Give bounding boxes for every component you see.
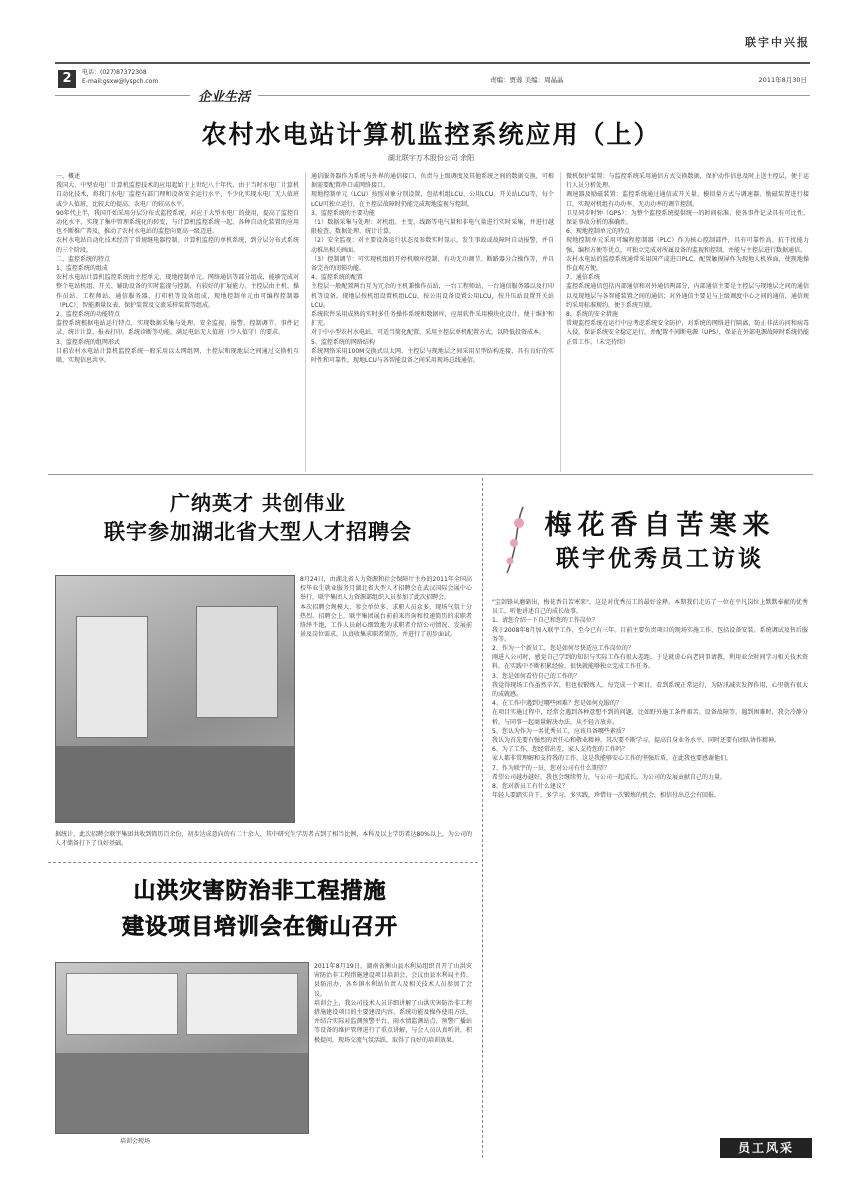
article1-bottom-rule <box>48 474 813 475</box>
recruitment-fair-photo <box>55 575 295 823</box>
training-meeting-photo <box>55 962 309 1134</box>
article3-body: 2011年8月19日，湖南省衡山县水利局组织召开了山洪灾害防治非工程措施建设项目培训会，会议由县水利局主持，县防汛办、各乡镇水利站负责人及相关技术人员参加了会议。 培训会上，我公司技术人员详细讲解了山洪灾害防治非工程措施建设项目的主要建设内容、系统功能及操作使用方法，并结合实际对监测预警平台、雨水情监测站点、预警广播站等设备的维护管理进行了重点讲解，与会人员认真听讲，积极提问，现场交流气氛活跃，取得了良好的培训效果。 <box>314 963 472 1044</box>
contact-info: 电话：(027)87372308 E-mail:gsxw@lyspch.com <box>82 69 159 85</box>
page-dashed-divider <box>482 478 483 1158</box>
article2-body-bottom: 据统计，此次招聘会联宇集团共收到简历百余份，初步达成意向的有二十余人，其中研究生学历者占到了相当比例，本科及以上学历者达80%以上，为公司的人才储备打下了良好基础。 <box>55 831 472 848</box>
column-divider <box>305 172 306 472</box>
article1-column-3: 微机保护装置：与监控系统采用通信方式交换数据，保护动作信息及时上送主控层，便于运行人员分析处理。 调速器及励磁装置：监控系统通过通信或开关量、模拟量方式与调速器、励磁装置进行接口，实现对机组有功功率、无功功率的调节控制。 卫星同步时钟（GPS）：为整个监控系统提供统一的时间标准，使各事件记录具有可比性，保证事故分析的准确性。 6、现地控制单元的特点 现地控制单元采用可编程控制器（PLC）作为核心控制部件，具有可靠性高、抗干扰能力强、编程方便等优点，可独立完成对所属设备的监视和控制，并能与主控层进行数据通信。 农村水电站的监控系统通常采用国产或进口PLC，配置触摸屏作为现地人机界面，使现地操作直观方便。 7、通信系统 监控系统通信包括内部通信和对外通信两部分，内部通信主要是主控层与现地层之间的通信以及现地层与各智能装置之间的通信；对外通信主要是与上级调度中心之间的通信，通信规约采用标准规约，便于系统互联。 8、系统的安全措施 常规监控系统在运行中应考虑系统安全防护，对系统的网络进行隔离，防止非法访问和病毒入侵，保证系统安全稳定运行，并配置不间断电源（UPS），保证在外部电源故障时系统仍能正常工作。（未完待续） <box>566 173 809 346</box>
article4-headline-line1: 梅花香自苦寒来 <box>544 510 776 541</box>
column-divider <box>560 172 561 472</box>
article2-body-right: 8月24日，由湖北省人力资源和社会保障厅主办的2011年全国高校毕业生就业服务月湖北省大型人才招聘会在武汉国际会展中心举行，联宇集团人力资源部组织人员参加了此次招聘会。 本次招聘会规模大、参会单位多、求职人员众多，现场气氛十分热烈。招聘会上，联宇集团展台前前来咨询和投递简历的求职者络绎不绝，工作人员耐心细致地为求职者介绍公司情况、发展前景及岗位需求，认真收集求职者简历，并进行了初步面试。 <box>300 576 472 639</box>
editors-line: 责编：贾蓉 美编：周晶晶 <box>490 76 564 84</box>
article1-headline: 农村水电站计算机监控系统应用（上） <box>201 120 661 149</box>
masthead: 联宇中兴报 <box>745 36 810 49</box>
article3-headline-line1: 山洪灾害防治非工程措施 <box>133 879 387 904</box>
section-footer-tag: 员工风采 <box>720 1138 812 1158</box>
article2-headline-line1: 广纳英才 共创伟业 <box>170 491 346 515</box>
article4-body: "宝剑锋从磨砺出，梅花香自苦寒来"，这是对优秀员工的最好诠释。本期我们走访了一位在平凡岗位上默默奉献的优秀员工，听他讲述自己的成长故事。 1、请您介绍一下自己和您的工作岗位？ 我于2008年8月加入联宇工作，至今已有三年。目前主要负责项目的现场实施工作，包括设备安装、系统调试及售后服务等。 2、作为一个新员工，您是如何尽快适应工作岗位的？ 刚进入公司时，感觉自己学到的知识与实际工作有很大差距，于是就虚心向老同事请教，利用业余时间学习相关技术资料，在实践中不断积累经验，很快就能够独立完成工作任务。 3、您是如何看待自己的工作的？ 我觉得现场工作虽然辛苦，但也很锻炼人。每完成一个项目，看到系统正常运行，为防汛减灾发挥作用，心里就有很大的成就感。 4、在工作中遇到过哪些困难？您是如何克服的？ 在项目实施过程中，经常会遇到各种意想不到的问题，比如野外施工条件艰苦、设备故障等。遇到困难时，我会冷静分析，与同事一起商量解决办法，从不轻言放弃。 5、您认为作为一名优秀员工，应该具备哪些素质？ 我认为首先要有强烈的责任心和敬业精神，其次要不断学习，提高自身业务水平，同时还要有团队协作精神。 6、为了工作，您经常出差，家人支持您的工作吗？ 家人都非常理解和支持我的工作，这是我能够安心工作的坚强后盾，在此我也要感谢他们。 7、作为联宇的一员，您对公司有什么期望？ 希望公司越办越好，我也会继续努力，与公司一起成长，为公司的发展贡献自己的力量。 8、您对新员工有什么建议？ 年轻人要踏实肯干，多学习，多实践，珍惜每一次锻炼的机会，相信付出总会有回报。 <box>492 599 808 800</box>
article2-headline-line2: 联宇参加湖北省大型人才招聘会 <box>104 520 412 544</box>
article1-byline: 湖北联宇万木股份公司 余阳 <box>387 154 475 162</box>
article3-headline-line2: 建设项目培训会在衡山召开 <box>121 915 398 940</box>
date-line: 2011年8月30日 <box>758 76 807 84</box>
top-rule <box>55 62 810 64</box>
page-number: 2 <box>58 70 76 88</box>
article1-column-1: 一、概述 我国大、中型农电厂计算机监控技术的应用起始于上世纪八十年代，由于当时水电厂计算机自动化技术，将我门水电厂监控有部门理和设备安全运行水平、不少化实现水电厂无人值班或少人值班，比较大的提高，农电厂的较高水平。 90年代上半，我国开始采用分层分布式监控系统，对应于大型水电厂的使用，提高了监控自动化水平，实现了集中管理系统化的转变，与计算机监控系统一起，各种自动化装置的应用也不断推广普及，推动了农村水电站的监控向更高一级迈进。 农村水电站自动化技术经历了常规继电器控制、计算机监控的单机系统，到分层分布式系统的三个阶段。 二、监控系统的特点 1、监控系统的组成 农村水电站计算机监控系统由主控单元、现地控制单元、网络通信等部分组成，能够完成对整个电站机组、开关、辅助设备的实时监视与控制，有较好的扩展能力。主控层由主机、操作员站、工程师站、通信服务器、打印机等设备组成，现地控制单元由可编程控制器（PLC）、智能测量仪表、保护装置及交流采样装置等组成。 2、监控系统的功能特点 监控系统根据电站运行特点，实现数据采集与处理、安全监视、报警、控制调节、事件记录、统计计算、报表打印、系统诊断等功能，满足电站无人值班（少人值守）的要求。 3、监控系统的组网形式 目前农村水电站计算机监控系统一般采用以太网组网，主控层和现地层之间通过交换机互联，实现信息共享。 <box>56 173 299 365</box>
article4-headline-line2: 联宇优秀员工访谈 <box>556 545 764 572</box>
training-photo-caption: 培训会现场 <box>120 1138 151 1145</box>
section-tag: 企业生活 <box>190 86 258 105</box>
article1-column-2: 通信服务器作为系统与外界的通信接口，负责与上级调度及其他系统之间的数据交换，可根据需要配置串口或网络接口。 现地控制单元（LCU）按照对象分别设置，包括机组LCU、公用LCU、开关站LCU等，每个LCU可独立运行，在主控层故障时仍能完成现地监视与控制。 3、监控系统的主要功能 （1）数据采集与处理：对机组、主变、线路等电气量和非电气量进行实时采集，并进行越限检查、数据处理、统计计算。 （2）安全监视：对主要设备运行状态及参数实时显示，发生事故或故障时自动报警，并自动推出相关画面。 （3）控制调节：可实现机组的开停机顺序控制、有功无功调节、断路器分合操作等，并具备完善的闭锁功能。 4、监控系统的配置 主控层一般配置两台互为冗余的主机兼操作员站，一台工程师站，一台通信服务器以及打印机等设备。现地层按机组设置机组LCU，按公用设备设置公用LCU，按升压站设置开关站LCU。 系统软件采用成熟的实时多任务操作系统和数据库，应用软件采用模块化设计，便于维护和扩充。 对于中小型农村水电站，可适当简化配置，采用主控层单机配置方式，以降低投资成本。 5、监控系统的网络结构 系统网络采用100M交换式以太网，主控层与现地层之间采用星型结构连接，具有良好的实时性和可靠性，现地LCU与各智能设备之间采用现场总线通信。 <box>311 173 554 365</box>
section-rule <box>55 95 810 96</box>
article2-bottom-rule <box>48 862 478 863</box>
